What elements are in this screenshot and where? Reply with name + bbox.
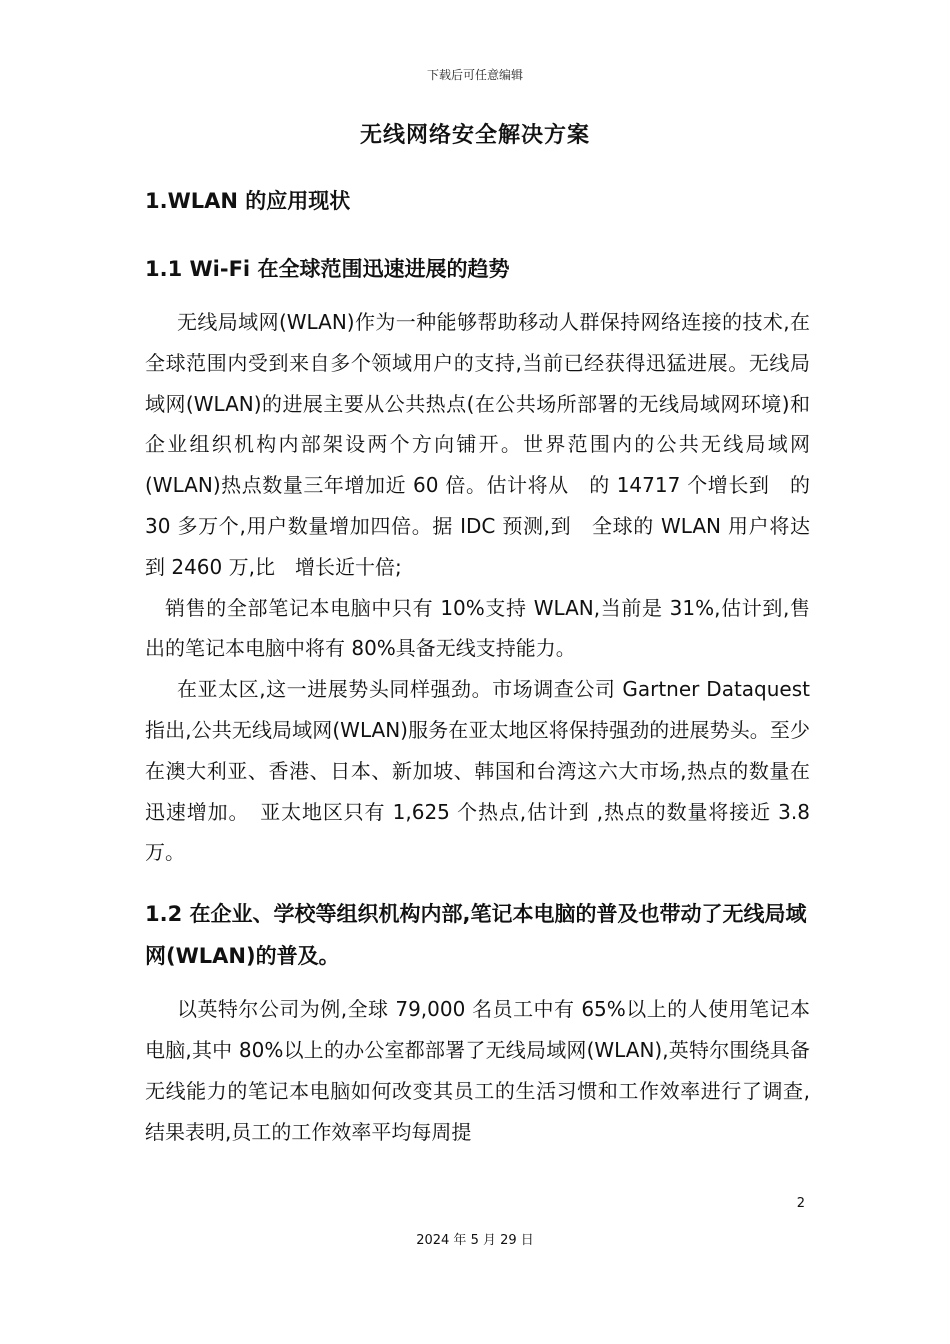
section-1-1-heading: 1.1 Wi-Fi 在全球范围迅速进展的趋势 bbox=[145, 257, 510, 281]
section-1-1-paragraph-3: 在亚太区,这一进展势头同样强劲。市场调查公司 Gartner Dataquest 指出,公共无线局域网(WLAN)服务在亚太地区将保持强劲的进展势头。至少在澳大利亚、香港、日本、新加坡、韩国和台湾这六大市场,热点的数量在迅速增加。 亚太地区只有 1,625 个热点,估计到 ,热点的数量将接近 3.8 万。 bbox=[145, 677, 810, 865]
document-body bbox=[145, 182, 810, 1152]
section-1-1-paragraph-1: 无线局域网(WLAN)作为一种能够帮助移动人群保持网络连接的技术,在全球范围内受到来自多个领域用户的支持,当前已经获得迅猛进展。无线局域网(WLAN)的进展主要从公共热点(在公共场所部署的无线局域网环境)和企业组织机构内部架设两个方向铺开。世界范围内的公共无线局域网(WLAN)热点数量三年增加近 60 倍。估计将从 的 14717 个增长到 的 30 多万个,用户数量增加四倍。据 IDC 预测,到 全球的 WLAN 用户将达到 2460 万,比 增长近十倍; bbox=[145, 310, 810, 579]
section-1-heading: 1.WLAN 的应用现状 bbox=[145, 189, 351, 213]
section-1-1-paragraph-2: 销售的全部笔记本电脑中只有 10%支持 WLAN,当前是 31%,估计到,售出的笔记本电脑中将有 80%具备无线支持能力。 bbox=[145, 595, 810, 661]
header-note: 下载后可任意编辑 bbox=[426, 68, 523, 82]
footer-date: 2024 年 5 月 29 日 bbox=[416, 1233, 534, 1248]
section-1-2-paragraph-1: 以英特尔公司为例,全球 79,000 名员工中有 65%以上的人使用笔记本电脑,其中 80%以上的办公室都部署了无线局域网(WLAN),英特尔围绕具备无线能力的笔记本电脑如何改变其员工的生活习惯和工作效率进行了调查,结果表明,员工的工作效率平均每周提 bbox=[145, 997, 810, 1144]
document-title: 无线网络安全解决方案 bbox=[359, 123, 590, 148]
section-1-2-heading: 1.2 在企业、学校等组织机构内部,笔记本电脑的普及也带动了无线局域网(WLAN)的普及。 bbox=[145, 902, 807, 969]
page-number: 2 bbox=[796, 1196, 805, 1211]
